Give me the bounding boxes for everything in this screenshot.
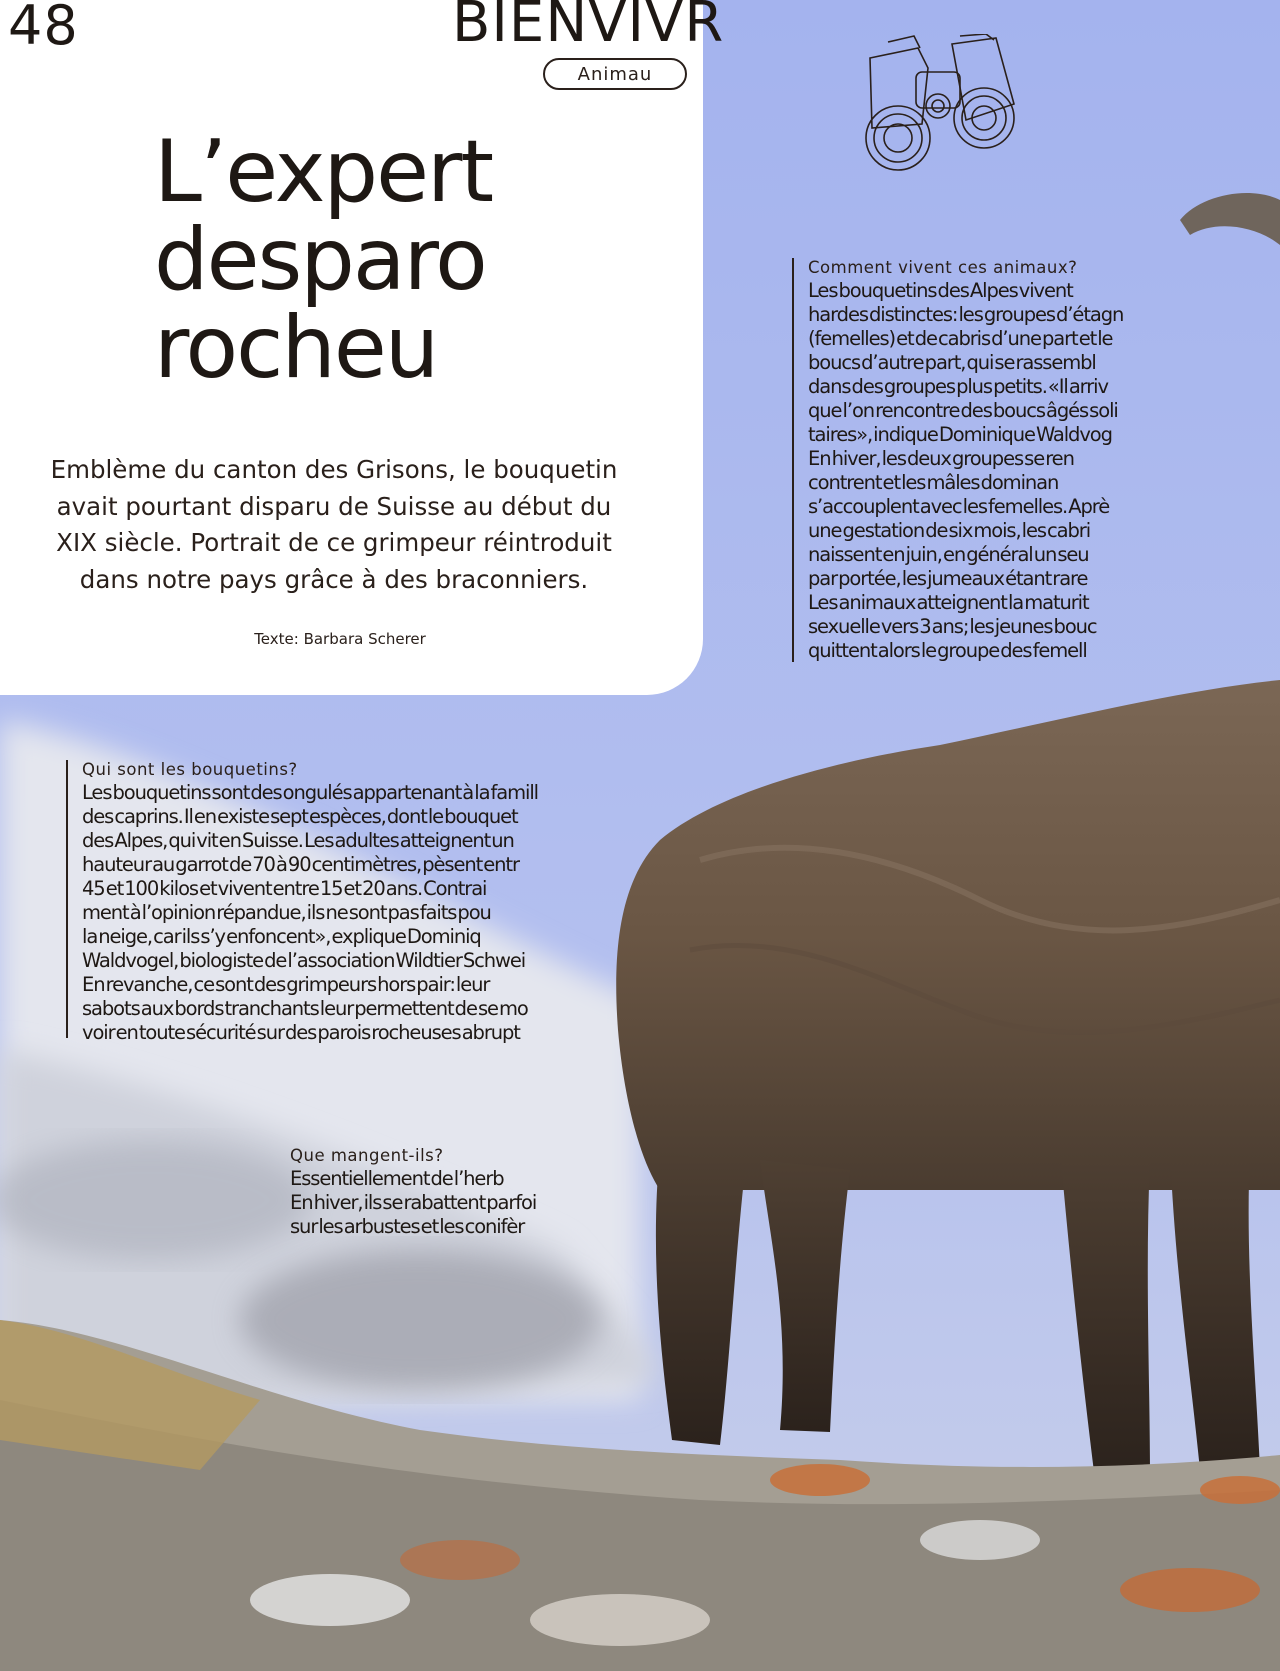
text-line: Waldvogel, biologiste de l’association Wildtier Schwei bbox=[82, 949, 526, 972]
lede-line: avait pourtant disparu de Suisse au début du bbox=[56, 491, 612, 521]
section-tag: Animau bbox=[543, 58, 687, 90]
text-line: En revanche, ce sont des grimpeurs hors pair: leur bbox=[82, 973, 490, 996]
text-line: contrent et les mâles dominan bbox=[808, 471, 1059, 494]
text-line: des Alpes, qui vit en Suisse. Les adultes atteignent un bbox=[82, 829, 514, 852]
text-line: Les animaux atteignent la maturit bbox=[808, 591, 1089, 614]
binoculars-icon bbox=[858, 34, 1024, 176]
text-line: ment à l’opinion répandue, ils ne sont pas faits pou bbox=[82, 901, 491, 924]
headline bbox=[154, 122, 624, 398]
section-question: Comment vivent ces animaux? bbox=[808, 258, 1078, 277]
text-line: sur les arbustes et les conifèr bbox=[290, 1215, 525, 1238]
text-line: la neige, car ils s’y enfoncent», explique Dominiq bbox=[82, 925, 481, 948]
text-line: taires», indique Dominique Waldvog bbox=[808, 423, 1112, 446]
section-comment bbox=[792, 258, 1123, 662]
section-manger bbox=[276, 1146, 536, 1239]
section-question: Que mangent-ils? bbox=[290, 1146, 444, 1165]
section-qui bbox=[66, 760, 538, 1044]
byline: Texte: Barbara Scherer bbox=[254, 630, 426, 648]
text-line: s’accouplent avec les femelles. Aprè bbox=[808, 495, 1110, 518]
text-line: que l’on rencontre des boucs âgés soli bbox=[808, 399, 1118, 422]
text-line: En hiver, ils se rabattent parfoi bbox=[290, 1191, 537, 1214]
headline-line: desparo bbox=[154, 210, 486, 310]
text-line: naissent en juin, en général un seu bbox=[808, 543, 1089, 566]
headline-line: rocheu bbox=[154, 298, 438, 398]
text-line: sabots aux bords tranchants leur permettent de se mo bbox=[82, 997, 528, 1020]
section-question: Qui sont les bouquetins? bbox=[82, 760, 298, 779]
text-line: 45 et 100 kilos et vivent entre 15 et 20 ans. Contrai bbox=[82, 877, 487, 900]
text-line: boucs d’autre part, qui se rassembl bbox=[808, 351, 1096, 374]
lede bbox=[14, 452, 654, 598]
text-line: hauteur au garrot de 70 à 90 centimètres, pèsent entr bbox=[82, 853, 519, 876]
lede-line: Emblème du canton des Grisons, le bouquetin bbox=[50, 455, 618, 484]
headline-line: L’expert bbox=[154, 122, 493, 222]
text-line: hardes distinctes: les groupes d’étagn bbox=[808, 303, 1124, 326]
lede-line: dans notre pays grâce à des braconniers. bbox=[79, 564, 589, 594]
text-line: une gestation de six mois, les cabri bbox=[808, 519, 1091, 542]
text-line: sexuelle vers 3 ans; les jeunes bouc bbox=[808, 615, 1097, 638]
text-line: quittent alors le groupe des femell bbox=[808, 639, 1087, 662]
page-number: 48 bbox=[8, 0, 79, 57]
text-line: Les bouquetins sont des ongulés appartenant à la famill bbox=[82, 781, 538, 804]
magazine-title: BIENVIVR bbox=[452, 0, 725, 55]
text-line: En hiver, les deux groupes se ren bbox=[808, 447, 1074, 470]
text-line: voir en toute sécurité sur des parois rocheuses abrupt bbox=[82, 1021, 520, 1044]
text-line: par portée, les jumeaux étant rare bbox=[808, 567, 1088, 590]
text-line: Les bouquetins des Alpes vivent bbox=[808, 279, 1073, 302]
text-line: Essentiellement de l’herb bbox=[290, 1167, 504, 1190]
text-line: (femelles) et de cabris d’une part et le bbox=[808, 327, 1113, 350]
text-line: des caprins. Il en existe sept espèces, dont le bouquet bbox=[82, 805, 518, 828]
text-line: dans des groupes plus petits. «Il arriv bbox=[808, 375, 1108, 398]
lede-line: XIX siècle. Portrait de ce grimpeur réintroduit bbox=[56, 528, 612, 557]
